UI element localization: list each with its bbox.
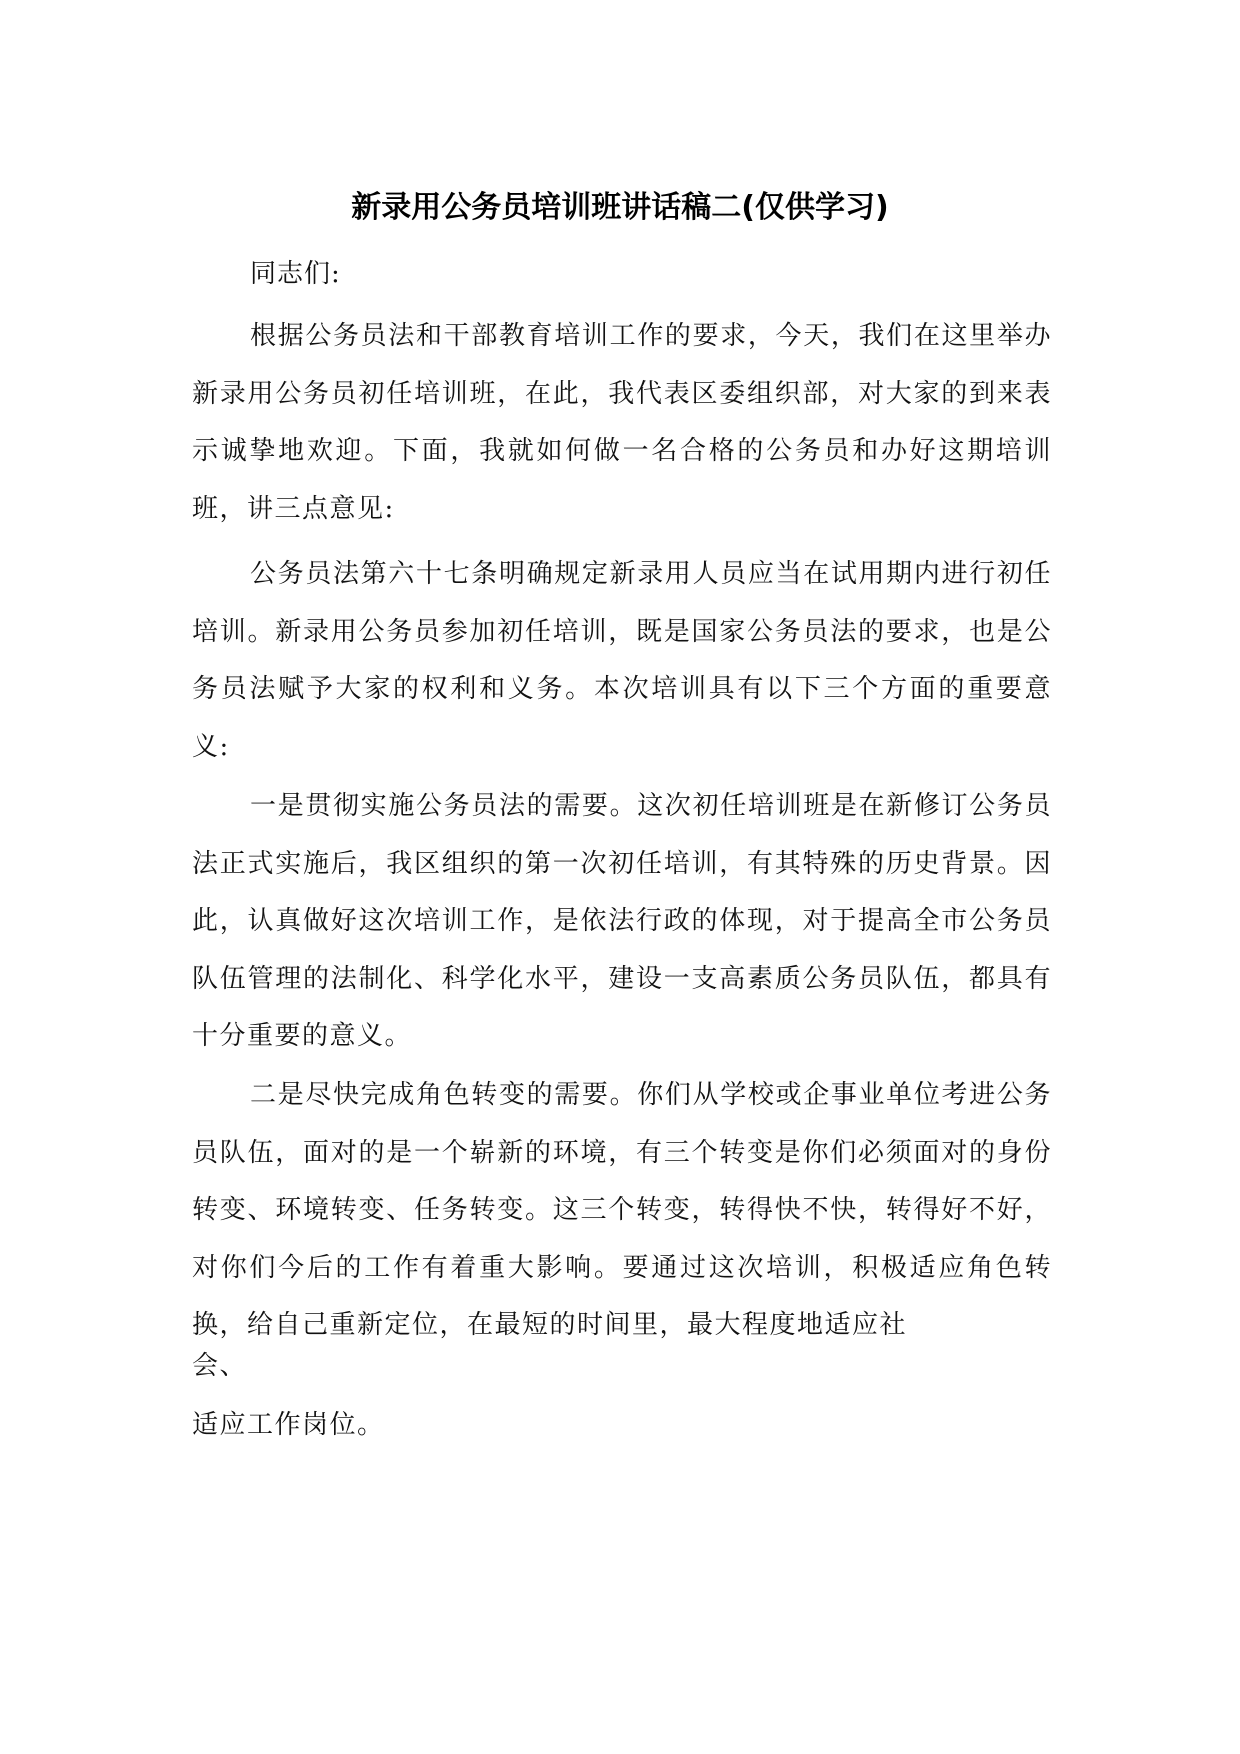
- salutation: 同志们:: [250, 259, 341, 289]
- paragraph-continuation-line: 会、: [192, 1351, 248, 1381]
- paragraph-continuation-line: 适应工作岗位。: [192, 1410, 385, 1440]
- paragraph-point-two: 二是尽快完成角色转变的需要。你们从学校或企事业单位考进公务员队伍，面对的是一个崭新的环境，有三个转变是你们必须面对的身份转变、环境转变、任务转变。这三个转变，转得快不快，转得好不好，对你们今后的工作有着重大影响。要通过这次培训，积极适应角色转换，给自己重新定位，在最短的时间里，最大程度地适应社: [192, 1080, 1052, 1340]
- paragraph-legal-basis: 公务员法第六十七条明确规定新录用人员应当在试用期内进行初任培训。新录用公务员参加初任培训，既是国家公务员法的要求，也是公务员法赋予大家的权利和义务。本次培训具有以下三个方面的重要意义:: [192, 559, 1052, 762]
- paragraph-opening: 根据公务员法和干部教育培训工作的要求，今天，我们在这里举办新录用公务员初任培训班，在此，我代表区委组织部，对大家的到来表示诚挚地欢迎。下面，我就如何做一名合格的公务员和办好这期培训班，讲三点意见:: [192, 321, 1052, 524]
- document-title: 新录用公务员培训班讲话稿二(仅供学习): [351, 190, 889, 225]
- paragraph-point-one: 一是贯彻实施公务员法的需要。这次初任培训班是在新修订公务员法正式实施后，我区组织的第一次初任培训，有其特殊的历史背景。因此，认真做好这次培训工作，是依法行政的体现，对于提高全市公务员队伍管理的法制化、科学化水平，建设一支高素质公务员队伍，都具有十分重要的意义。: [192, 791, 1052, 1051]
